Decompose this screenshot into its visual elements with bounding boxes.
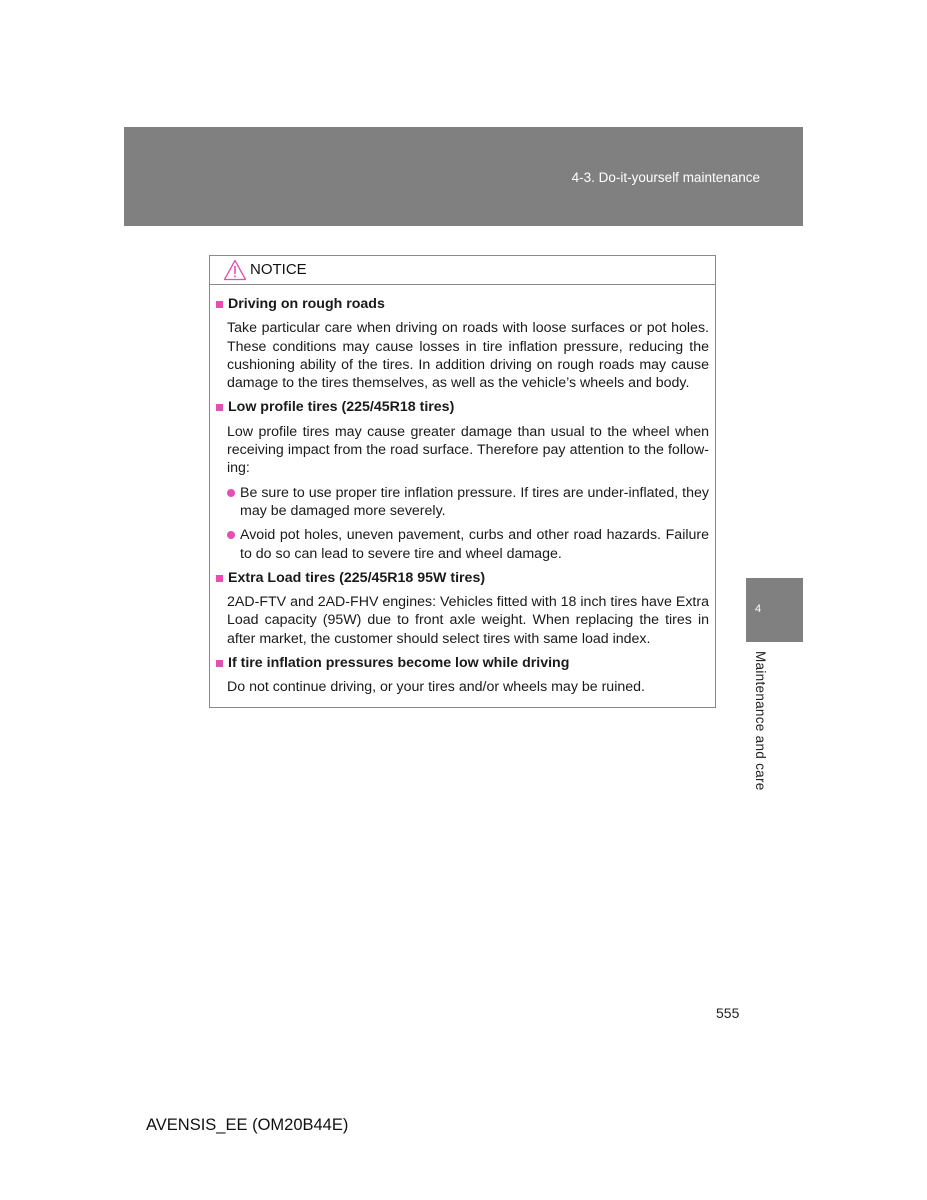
square-bullet-icon (216, 404, 223, 411)
square-bullet-icon (216, 575, 223, 582)
section-paragraph: 2AD-FTV and 2AD-FHV engines: Vehicles fitted with 18 inch tires have Extra Load capacity (95W) due to front axle weight. When replacing the tires in after market, the customer should select tires with same load index. (227, 594, 709, 647)
round-bullet-icon (227, 531, 235, 539)
section-heading (216, 295, 709, 313)
section-heading-text: Driving on rough roads (228, 296, 385, 312)
notice-header (210, 256, 715, 285)
section-heading (216, 569, 709, 587)
section-heading (216, 398, 709, 416)
section-paragraph: Take particular care when driving on roads with loose surfaces or pot holes. These conditions may cause losses in tire inflation pressure, reducing the cushioning ability of the tires. In addition driving on rough roads may cause damage to the tires themselves, as well as the vehicle’s wheels and body. (227, 320, 709, 392)
square-bullet-icon (216, 660, 223, 667)
notice-title: NOTICE (250, 261, 307, 278)
section-paragraph: Low profile tires may cause greater damage than usual to the wheel when receiving impact from the road surface. Therefore pay attention to the follow-ing: (227, 423, 709, 477)
section-paragraph: Do not continue driving, or your tires and/or wheels may be ruined. (227, 679, 645, 696)
section-heading-text: If tire inflation pressures become low while driving (228, 655, 570, 672)
section-title: 4-3. Do-it-yourself maintenance (571, 170, 760, 185)
section-heading-text: Low profile tires (225/45R18 tires) (228, 399, 455, 416)
round-bullet-icon (227, 489, 235, 497)
square-bullet-icon (216, 301, 223, 308)
warning-triangle-icon (223, 259, 247, 281)
list-item-text: Avoid pot holes, uneven pavement, curbs and other road hazards. Failure to do so can lead to severe tire and wheel damage. (240, 527, 709, 562)
section-heading (216, 654, 709, 672)
list-item (216, 484, 709, 521)
chapter-label: Maintenance and care (753, 651, 768, 791)
list-item-text: Be sure to use proper tire inflation pressure. If tires are under-inflated, they may be damaged more severely. (240, 484, 709, 519)
header-band (124, 127, 803, 226)
page-number: 555 (716, 1005, 740, 1021)
list-item (216, 526, 709, 563)
notice-box (209, 255, 716, 708)
section-heading-text: Extra Load tires (225/45R18 95W tires) (228, 569, 486, 586)
chapter-tab (746, 578, 803, 642)
notice-body (210, 285, 715, 697)
chapter-number: 4 (755, 603, 762, 615)
footer-model: AVENSIS_EE (OM20B44E) (146, 1116, 349, 1134)
